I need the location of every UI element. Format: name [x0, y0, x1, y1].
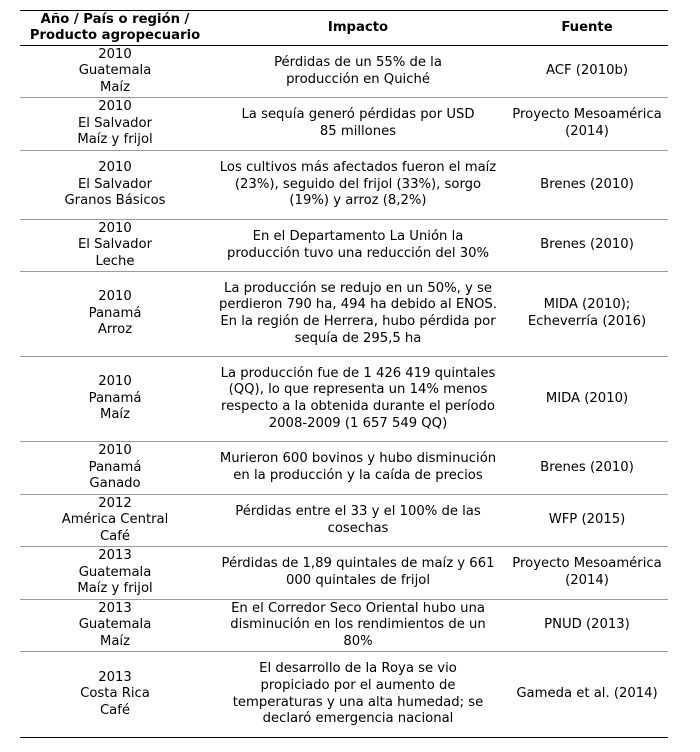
year-country-product-cell [20, 357, 210, 442]
row-product: Maíz [99, 407, 131, 423]
table-row [20, 220, 668, 272]
source-cell: WFP (2015) [506, 495, 668, 547]
year-country-product-cell [20, 151, 210, 220]
table-row [20, 442, 668, 495]
table-row [20, 357, 668, 442]
source-cell: PNUD (2013) [506, 600, 668, 652]
impact-cell: La producción se redujo en un 50%, y se perdieron 790 ha, 494 ha debido al ENOS. En la región de Herrera, hubo pérdida por sequía de 295,5 ha [210, 272, 506, 357]
year-country-product-cell [20, 442, 210, 495]
row-country: Panamá [88, 390, 142, 406]
table-row [20, 600, 668, 652]
impact-cell: La producción fue de 1 426 419 quintales (QQ), lo que representa un 14% menos respecto a la obtenida durante el período 2008-2009 (1 657 549 QQ) [210, 357, 506, 442]
year-country-product-cell [20, 46, 210, 98]
source-cell: ACF (2010b) [506, 46, 668, 98]
year-country-product-cell [20, 220, 210, 272]
impact-cell: Los cultivos más afectados fueron el maíz (23%), seguido del frijol (33%), sorgo (19%) y arroz (8,2%) [210, 151, 506, 220]
row-year: 2010 [98, 160, 132, 176]
year-country-product-cell [20, 547, 210, 600]
impact-cell: Pérdidas de un 55% de la producción en Quiché [210, 46, 506, 98]
table-row [20, 495, 668, 547]
source-cell: Brenes (2010) [506, 220, 668, 272]
row-country: El Salvador [77, 237, 153, 253]
row-year: 2013 [98, 600, 132, 616]
row-product: Ganado [89, 476, 141, 492]
row-product: Maíz y frijol [77, 581, 153, 597]
impact-cell: Pérdidas de 1,89 quintales de maíz y 661 000 quintales de frijol [210, 547, 506, 600]
row-year: 2010 [98, 220, 132, 236]
year-country-product-cell [20, 600, 210, 652]
table-row [20, 98, 668, 151]
impact-cell: La sequía generó pérdidas por USD 85 millones [210, 98, 506, 151]
row-country: Guatemala [78, 63, 152, 79]
row-year: 2010 [98, 99, 132, 115]
row-product: Maíz [99, 79, 131, 95]
table-header-row [20, 11, 668, 46]
year-country-product-cell [20, 652, 210, 738]
table-row [20, 547, 668, 600]
row-country: Costa Rica [80, 686, 150, 702]
row-country: Guatemala [78, 617, 152, 633]
row-country: El Salvador [77, 115, 153, 131]
header-source: Fuente [506, 11, 668, 46]
year-country-product-cell [20, 272, 210, 357]
row-year: 2013 [98, 669, 132, 685]
impact-cell: En el Departamento La Unión la producción tuvo una reducción del 30% [210, 220, 506, 272]
row-product: Café [99, 702, 131, 718]
impact-table-container [20, 10, 668, 738]
impact-table [20, 10, 668, 738]
source-cell: Proyecto Mesoamérica (2014) [506, 547, 668, 600]
source-cell: Brenes (2010) [506, 442, 668, 495]
row-product: Granos Básicos [64, 193, 166, 209]
source-cell: Proyecto Mesoamérica (2014) [506, 98, 668, 151]
row-product: Maíz y frijol [77, 132, 153, 148]
row-year: 2010 [98, 46, 132, 62]
header-year-country-product [20, 11, 210, 46]
row-product: Café [99, 528, 131, 544]
source-cell: Brenes (2010) [506, 151, 668, 220]
header-impact: Impacto [210, 11, 506, 46]
impact-cell: Murieron 600 bovinos y hubo disminución en la producción y la caída de precios [210, 442, 506, 495]
row-year: 2013 [98, 548, 132, 564]
impact-cell: En el Corredor Seco Oriental hubo una disminución en los rendimientos de un 80% [210, 600, 506, 652]
year-country-product-cell [20, 495, 210, 547]
row-year: 2012 [98, 495, 132, 511]
header-col1-line1: Año / País o región / [40, 12, 190, 27]
row-country: El Salvador [77, 176, 153, 192]
table-row [20, 652, 668, 738]
row-year: 2010 [98, 443, 132, 459]
table-row [20, 46, 668, 98]
impact-cell: El desarrollo de la Roya se vio propiciado por el aumento de temperaturas y una alta humedad; se declaró emergencia nacional [210, 652, 506, 738]
table-row [20, 151, 668, 220]
row-country: América Central [61, 512, 169, 528]
impact-cell: Pérdidas entre el 33 y el 100% de las cosechas [210, 495, 506, 547]
row-year: 2010 [98, 289, 132, 305]
row-country: Panamá [88, 305, 142, 321]
header-col1-line2: Producto agropecuario [29, 28, 201, 43]
row-product: Arroz [97, 322, 133, 338]
row-year: 2010 [98, 374, 132, 390]
source-cell: MIDA (2010) [506, 357, 668, 442]
row-product: Maíz [99, 633, 131, 649]
year-country-product-cell [20, 98, 210, 151]
row-product: Leche [95, 253, 135, 269]
source-cell: Gameda et al. (2014) [506, 652, 668, 738]
row-country: Guatemala [78, 564, 152, 580]
row-country: Panamá [88, 459, 142, 475]
source-cell: MIDA (2010); Echeverría (2016) [506, 272, 668, 357]
table-row [20, 272, 668, 357]
